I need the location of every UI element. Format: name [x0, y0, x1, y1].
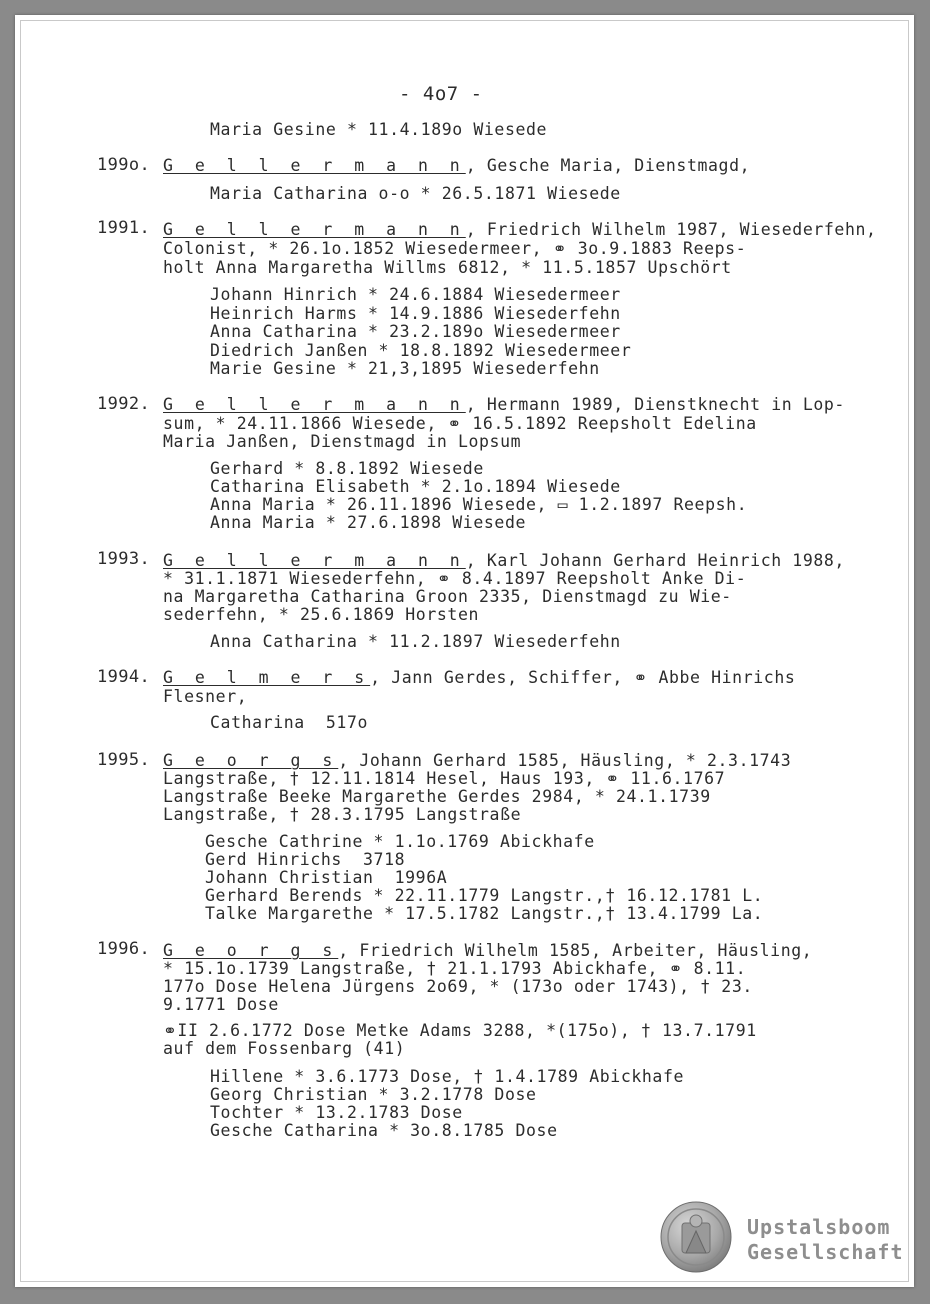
- child-line: Anna Maria * 26.11.1896 Wiesede, ▭ 1.2.1897 Reepsh.: [210, 495, 748, 514]
- child-line: Gerhard Berends * 22.11.1779 Langstr.,† 16.12.1781 L.: [205, 886, 764, 905]
- child-line: Heinrich Harms * 14.9.1886 Wiesederfehn: [210, 304, 621, 323]
- document-page: [15, 15, 914, 1287]
- entry-line: na Margaretha Catharina Groon 2335, Dienstmagd zu Wie-: [163, 587, 732, 606]
- child-line: Catharina Elisabeth * 2.1o.1894 Wiesede: [210, 477, 621, 496]
- child-line: Gerhard * 8.8.1892 Wiesede: [210, 459, 484, 478]
- entry-line: sederfehn, * 25.6.1869 Horsten: [163, 605, 480, 624]
- child-line: Georg Christian * 3.2.1778 Dose: [210, 1085, 537, 1104]
- entry-line: auf dem Fossenbarg (41): [163, 1039, 406, 1058]
- entry-heading: G e l m e r s, Jann Gerdes, Schiffer, ⚭ Abbe Hinrichs: [163, 668, 796, 687]
- entry-line: * 15.1o.1739 Langstraße, † 21.1.1793 Abickhafe, ⚭ 8.11.: [163, 959, 747, 978]
- child-line: Diedrich Janßen * 18.8.1892 Wiesedermeer: [210, 341, 632, 360]
- entry-number: 1992.: [97, 394, 151, 414]
- entry-number: 1993.: [97, 549, 151, 569]
- entry-line: 9.1771 Dose: [163, 995, 279, 1014]
- brand-line-1: Upstalsboom: [747, 1215, 891, 1239]
- child-line: Talke Margarethe * 17.5.1782 Langstr.,† 13.4.1799 La.: [205, 904, 764, 923]
- entry-line: Flesner,: [163, 687, 248, 706]
- child-line: Catharina 517o: [210, 713, 369, 732]
- surname: G e o r g s: [163, 941, 339, 960]
- child-line: Marie Gesine * 21,3,1895 Wiesederfehn: [210, 359, 600, 378]
- entry-line: sum, * 24.11.1866 Wiesede, ⚭ 16.5.1892 Reepsholt Edelina: [163, 414, 757, 433]
- entry-line: Langstraße, † 28.3.1795 Langstraße: [163, 805, 522, 824]
- child-line: Tochter * 13.2.1783 Dose: [210, 1103, 463, 1122]
- entry-number: 1995.: [97, 750, 151, 770]
- surname: G e o r g s: [163, 751, 339, 770]
- entry-heading: G e o r g s, Friedrich Wilhelm 1585, Arbeiter, Häusling,: [163, 941, 813, 960]
- entry-line: * 31.1.1871 Wiesederfehn, ⚭ 8.4.1897 Reepsholt Anke Di-: [163, 569, 747, 588]
- entry-heading: G e l l e r m a n n, Karl Johann Gerhard Heinrich 1988,: [163, 551, 845, 570]
- entry-line: Maria Catharina o-o * 26.5.1871 Wiesede: [210, 184, 621, 203]
- child-line: Gesche Catharina * 3o.8.1785 Dose: [210, 1121, 558, 1140]
- entry-line: holt Anna Margaretha Willms 6812, * 11.5.1857 Upschört: [163, 258, 732, 277]
- entry-line: Maria Gesine * 11.4.189o Wiesede: [210, 120, 548, 139]
- surname: G e l l e r m a n n: [163, 551, 466, 570]
- child-line: Hillene * 3.6.1773 Dose, † 1.4.1789 Abickhafe: [210, 1067, 685, 1086]
- entry-number: 1991.: [97, 218, 151, 238]
- child-line: Anna Maria * 27.6.1898 Wiesede: [210, 513, 527, 532]
- entry-line: Maria Janßen, Dienstmagd in Lopsum: [163, 432, 522, 451]
- surname: G e l l e r m a n n: [163, 395, 466, 414]
- surname: G e l l e r m a n n: [163, 220, 466, 239]
- child-line: Johann Christian 1996A: [205, 868, 448, 887]
- child-line: Anna Catharina * 23.2.189o Wiesedermeer: [210, 322, 621, 341]
- entry-heading: G e l l e r m a n n, Gesche Maria, Dienstmagd,: [163, 156, 751, 175]
- seal-logo-icon: [660, 1201, 732, 1273]
- brand-text: [747, 1215, 904, 1265]
- surname: G e l l e r m a n n: [163, 156, 466, 175]
- brand-line-2: Gesellschaft: [747, 1240, 904, 1264]
- entry-number: 1994.: [97, 667, 151, 687]
- entry-line: ⚭II 2.6.1772 Dose Metke Adams 3288, *(175o), † 13.7.1791: [163, 1021, 757, 1040]
- entry-heading: G e o r g s, Johann Gerhard 1585, Häusling, * 2.3.1743: [163, 751, 792, 770]
- surname: G e l m e r s: [163, 668, 371, 687]
- entry-line: 177o Dose Helena Jürgens 2o69, * (173o oder 1743), † 23.: [163, 977, 753, 996]
- entry-heading: G e l l e r m a n n, Friedrich Wilhelm 1987, Wiesederfehn,: [163, 220, 877, 239]
- entry-number: 199o.: [97, 155, 151, 175]
- entry-line: Langstraße, † 12.11.1814 Hesel, Haus 193, ⚭ 11.6.1767: [163, 769, 726, 788]
- child-line: Johann Hinrich * 24.6.1884 Wiesedermeer: [210, 285, 621, 304]
- child-line: Anna Catharina * 11.2.1897 Wiesederfehn: [210, 632, 621, 651]
- entry-line: Langstraße Beeke Margarethe Gerdes 2984, * 24.1.1739: [163, 787, 711, 806]
- entry-number: 1996.: [97, 939, 151, 959]
- child-line: Gerd Hinrichs 3718: [205, 850, 406, 869]
- child-line: Gesche Cathrine * 1.1o.1769 Abickhafe: [205, 832, 595, 851]
- page-number: - 4o7 -: [399, 83, 483, 105]
- entry-line: Colonist, * 26.1o.1852 Wiesedermeer, ⚭ 3o.9.1883 Reeps-: [163, 239, 747, 258]
- entry-heading: G e l l e r m a n n, Hermann 1989, Dienstknecht in Lop-: [163, 395, 845, 414]
